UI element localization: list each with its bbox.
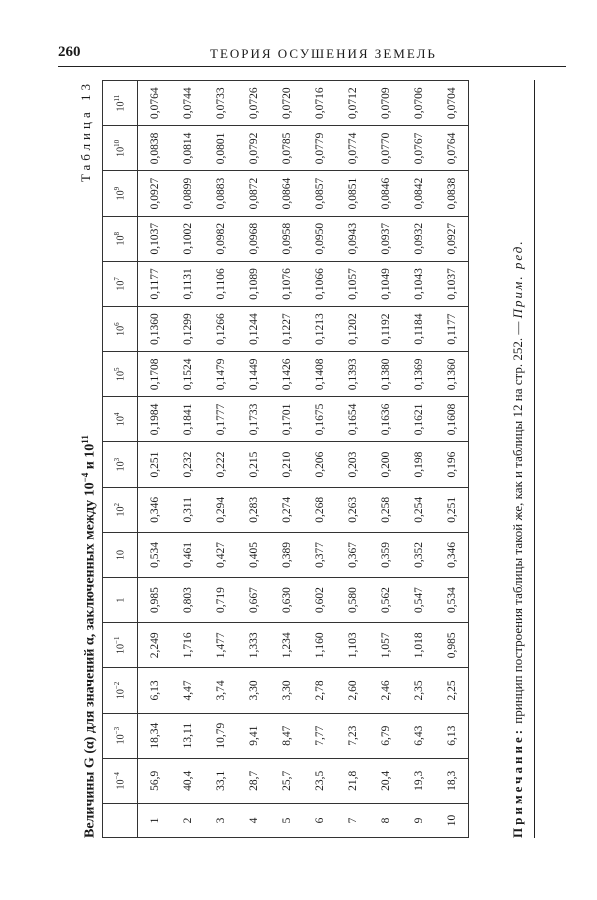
rotated-table-area [70, 74, 570, 844]
column-header [103, 758, 138, 803]
column-header-exponent: −2 [113, 681, 122, 690]
table-cell: 0,0716 [303, 81, 336, 126]
table-cell: 0,0838 [435, 171, 469, 216]
table-cell: 0,1106 [204, 261, 237, 306]
table-cell: 0,1369 [402, 352, 435, 397]
table-row [435, 81, 469, 838]
table-cell: 0,0958 [270, 216, 303, 261]
table-cell: 0,1708 [138, 352, 172, 397]
row-index-cell: 3 [204, 803, 237, 837]
table-cell: 0,254 [402, 487, 435, 532]
table-label: Таблица 13 [78, 80, 93, 183]
table-cell: 0,274 [270, 487, 303, 532]
table-cell: 0,985 [435, 623, 469, 668]
table-cell: 0,0764 [138, 81, 172, 126]
table-cell: 0,0709 [369, 81, 402, 126]
table-cell: 0,1479 [204, 352, 237, 397]
table-cell: 0,0968 [237, 216, 270, 261]
table-cell: 0,0864 [270, 171, 303, 216]
caption-sup1: −4 [80, 472, 90, 483]
table-cell: 0,0950 [303, 216, 336, 261]
column-header-base: 1 [115, 597, 127, 603]
table-row [336, 81, 369, 838]
table-cell: 0,1213 [303, 306, 336, 351]
table-cell: 0,602 [303, 578, 336, 623]
table-cell: 0,0932 [402, 216, 435, 261]
table-cell: 13,11 [171, 713, 204, 758]
table-cell: 0,210 [270, 442, 303, 487]
table-row [369, 81, 402, 838]
table-cell: 0,1043 [402, 261, 435, 306]
column-header [103, 397, 138, 442]
column-header-exponent: 9 [113, 186, 122, 191]
table-cell: 0,0706 [402, 81, 435, 126]
table-cell: 0,0801 [204, 126, 237, 171]
table-cell: 0,198 [402, 442, 435, 487]
table-cell: 3,30 [237, 668, 270, 713]
column-header [103, 126, 138, 171]
column-header-exponent: 3 [113, 457, 122, 462]
table-cell: 0,1675 [303, 397, 336, 442]
table-cell: 0,0872 [237, 171, 270, 216]
table-cell: 0,0726 [237, 81, 270, 126]
column-header [103, 578, 138, 623]
table-cell: 0,1524 [171, 352, 204, 397]
table-cell: 0,1037 [435, 261, 469, 306]
column-header-exponent: 10 [113, 139, 122, 147]
table-cell: 0,206 [303, 442, 336, 487]
table-cell: 0,222 [204, 442, 237, 487]
row-index-cell: 1 [138, 803, 172, 837]
column-header [103, 713, 138, 758]
note-tail: Прим. ред. [510, 239, 525, 319]
table-caption [80, 435, 99, 838]
table-cell: 56,9 [138, 758, 172, 803]
table-cell: 0,427 [204, 532, 237, 577]
table-cell: 18,34 [138, 713, 172, 758]
table-cell: 23,5 [303, 758, 336, 803]
column-header-base: 10 [115, 461, 127, 472]
table-cell: 2,60 [336, 668, 369, 713]
table-cell: 7,77 [303, 713, 336, 758]
table-cell: 0,1192 [369, 306, 402, 351]
table-cell: 0,0838 [138, 126, 172, 171]
table-cell: 0,1202 [336, 306, 369, 351]
table-cell: 0,251 [435, 487, 469, 532]
table-cell: 0,1408 [303, 352, 336, 397]
table-cell: 0,251 [138, 442, 172, 487]
table-cell: 1,234 [270, 623, 303, 668]
column-header-exponent: 7 [113, 277, 122, 281]
table-cell: 0,667 [237, 578, 270, 623]
table-cell: 0,1057 [336, 261, 369, 306]
column-header [103, 623, 138, 668]
table-cell: 0,1066 [303, 261, 336, 306]
column-header [103, 261, 138, 306]
table-cell: 0,0704 [435, 81, 469, 126]
column-header [103, 487, 138, 532]
table-cell: 0,0767 [402, 126, 435, 171]
row-index-cell: 5 [270, 803, 303, 837]
table-cell: 7,23 [336, 713, 369, 758]
table-row [138, 81, 172, 838]
column-header [103, 803, 138, 837]
table-cell: 0,359 [369, 532, 402, 577]
table-cell: 0,1608 [435, 397, 469, 442]
table-cell: 2,78 [303, 668, 336, 713]
caption-prefix: Величины G (α) для значений α, заключенных между 10 [82, 482, 98, 838]
table-cell: 0,0846 [369, 171, 402, 216]
table-cell: 0,1426 [270, 352, 303, 397]
column-header-base: 10 [115, 371, 127, 381]
table-cell: 0,1002 [171, 216, 204, 261]
table-cell: 0,367 [336, 532, 369, 577]
column-header-exponent: −3 [113, 726, 122, 735]
note-body: принцип построения таблицы такой же, как и таблицы 12 на стр. 252. — [510, 318, 525, 727]
row-index-cell: 4 [237, 803, 270, 837]
table-cell: 0,1380 [369, 352, 402, 397]
table-cell: 0,263 [336, 487, 369, 532]
table-cell: 6,43 [402, 713, 435, 758]
table-cell: 0,1733 [237, 397, 270, 442]
header-rule [58, 66, 566, 67]
table-cell: 0,719 [204, 578, 237, 623]
table-cell: 0,1984 [138, 397, 172, 442]
table-cell: 0,1177 [138, 261, 172, 306]
table-cell: 6,13 [138, 668, 172, 713]
table-row [171, 81, 204, 838]
column-header [103, 306, 138, 351]
column-header-base: 10 [115, 235, 127, 246]
table-cell: 0,630 [270, 578, 303, 623]
table-cell: 0,562 [369, 578, 402, 623]
column-header-base: 10 [115, 689, 127, 700]
table-cell: 0,580 [336, 578, 369, 623]
table-cell: 0,0842 [402, 171, 435, 216]
table-cell: 0,1701 [270, 397, 303, 442]
table-cell: 0,0857 [303, 171, 336, 216]
table-cell: 0,1089 [237, 261, 270, 306]
table-cell: 0,0883 [204, 171, 237, 216]
table-cell: 8,47 [270, 713, 303, 758]
column-header [103, 81, 138, 126]
table-header-row [103, 81, 138, 838]
table-cell: 0,0785 [270, 126, 303, 171]
table-cell: 0,1076 [270, 261, 303, 306]
column-header [103, 442, 138, 487]
table-cell: 0,200 [369, 442, 402, 487]
table-cell: 0,1244 [237, 306, 270, 351]
table-cell: 0,215 [237, 442, 270, 487]
table-cell: 0,1266 [204, 306, 237, 351]
table-cell: 3,74 [204, 668, 237, 713]
table-cell: 0,1360 [435, 352, 469, 397]
table-cell: 0,389 [270, 532, 303, 577]
table-cell: 25,7 [270, 758, 303, 803]
table-cell: 0,196 [435, 442, 469, 487]
column-header [103, 171, 138, 216]
note-lead: Примечание: [510, 726, 525, 838]
column-header [103, 352, 138, 397]
table-cell: 0,0899 [171, 171, 204, 216]
table-cell: 2,46 [369, 668, 402, 713]
table-cell: 0,0779 [303, 126, 336, 171]
table-cell: 0,1636 [369, 397, 402, 442]
column-header-base: 10 [115, 549, 127, 560]
row-index-cell: 8 [369, 803, 402, 837]
table-cell: 1,057 [369, 623, 402, 668]
table-cell: 0,1177 [435, 306, 469, 351]
table-row [270, 81, 303, 838]
table-cell: 0,1227 [270, 306, 303, 351]
table-cell: 0,0720 [270, 81, 303, 126]
table-cell: 0,0927 [435, 216, 469, 261]
table-cell: 0,405 [237, 532, 270, 577]
table-cell: 0,0943 [336, 216, 369, 261]
table-cell: 9,41 [237, 713, 270, 758]
row-index-cell: 2 [171, 803, 204, 837]
table-row [204, 81, 237, 838]
table-cell: 0,1131 [171, 261, 204, 306]
table-cell: 6,13 [435, 713, 469, 758]
table-cell: 2,35 [402, 668, 435, 713]
column-header-base: 10 [115, 734, 127, 745]
table-cell: 0,346 [138, 487, 172, 532]
bottom-rule [534, 80, 535, 838]
column-header-exponent: 11 [113, 94, 122, 102]
table-cell: 0,283 [237, 487, 270, 532]
row-index-cell: 10 [435, 803, 469, 837]
table-cell: 0,1037 [138, 216, 172, 261]
table-cell: 0,1654 [336, 397, 369, 442]
table-cell: 0,258 [369, 487, 402, 532]
table-cell: 1,333 [237, 623, 270, 668]
table-row [237, 81, 270, 838]
table-cell: 0,1621 [402, 397, 435, 442]
table-cell: 0,0744 [171, 81, 204, 126]
caption-middle: и 10 [82, 443, 98, 473]
column-header-base: 10 [115, 190, 127, 201]
table-cell: 0,534 [435, 578, 469, 623]
column-header-base: 10 [115, 325, 127, 336]
table-cell: 0,311 [171, 487, 204, 532]
table-cell: 0,1360 [138, 306, 172, 351]
column-header-exponent: 6 [113, 322, 122, 326]
table-cell: 0,1049 [369, 261, 402, 306]
table-cell: 0,203 [336, 442, 369, 487]
table-cell: 20,4 [369, 758, 402, 803]
column-header-base: 10 [115, 644, 127, 654]
table-cell: 0,0982 [204, 216, 237, 261]
table-cell: 0,0733 [204, 81, 237, 126]
rotated-content [70, 74, 570, 844]
page-number: 260 [58, 44, 81, 60]
column-header [103, 216, 138, 261]
table-cell: 0,0814 [171, 126, 204, 171]
table-cell: 0,352 [402, 532, 435, 577]
column-header-base: 10 [115, 101, 127, 112]
table-cell: 0,0927 [138, 171, 172, 216]
table-cell: 0,461 [171, 532, 204, 577]
table-cell: 0,0851 [336, 171, 369, 216]
table-note [510, 239, 526, 838]
column-header-exponent: 2 [113, 503, 122, 507]
table-cell: 2,249 [138, 623, 172, 668]
table-cell: 0,346 [435, 532, 469, 577]
table-cell: 19,3 [402, 758, 435, 803]
table-cell: 0,0764 [435, 126, 469, 171]
table-cell: 1,160 [303, 623, 336, 668]
table-cell: 6,79 [369, 713, 402, 758]
table-cell: 0,0770 [369, 126, 402, 171]
table-cell: 1,103 [336, 623, 369, 668]
column-header-base: 10 [115, 416, 127, 427]
column-header-exponent: 5 [113, 367, 122, 371]
table-cell: 0,547 [402, 578, 435, 623]
table-cell: 4,47 [171, 668, 204, 713]
table-cell: 0,268 [303, 487, 336, 532]
column-header-exponent: 4 [113, 412, 122, 417]
table-cell: 0,534 [138, 532, 172, 577]
table-cell: 0,1841 [171, 397, 204, 442]
table-row [402, 81, 435, 838]
table-cell: 0,1393 [336, 352, 369, 397]
table-cell: 10,79 [204, 713, 237, 758]
table-cell: 0,0792 [237, 126, 270, 171]
row-index-cell: 6 [303, 803, 336, 837]
table-cell: 28,7 [237, 758, 270, 803]
table-cell: 2,25 [435, 668, 469, 713]
table-cell: 0,1777 [204, 397, 237, 442]
table-row [303, 81, 336, 838]
column-header-base: 10 [115, 779, 127, 790]
table-cell: 0,803 [171, 578, 204, 623]
table-cell: 1,477 [204, 623, 237, 668]
column-header-exponent: 8 [113, 231, 122, 236]
row-index-cell: 7 [336, 803, 369, 837]
running-head: ТЕОРИЯ ОСУШЕНИЯ ЗЕМЕЛЬ [210, 46, 437, 61]
table-cell: 33,1 [204, 758, 237, 803]
table-cell: 0,232 [171, 442, 204, 487]
table-cell: 0,377 [303, 532, 336, 577]
table-cell: 0,1449 [237, 352, 270, 397]
table-cell: 0,985 [138, 578, 172, 623]
column-header-base: 10 [115, 146, 127, 157]
table-cell: 18,3 [435, 758, 469, 803]
column-header [103, 532, 138, 577]
column-header-base: 10 [115, 280, 127, 291]
row-index-cell: 9 [402, 803, 435, 837]
column-header-base: 10 [115, 506, 127, 517]
column-header-exponent: −4 [113, 772, 122, 780]
table-cell: 21,8 [336, 758, 369, 803]
column-header [103, 668, 138, 713]
table-cell: 0,1299 [171, 306, 204, 351]
table-cell: 1,018 [402, 623, 435, 668]
table-cell: 40,4 [171, 758, 204, 803]
table-cell: 1,716 [171, 623, 204, 668]
table-cell: 3,30 [270, 668, 303, 713]
table-cell: 0,1184 [402, 306, 435, 351]
table-cell: 0,0712 [336, 81, 369, 126]
g-alpha-table [102, 80, 469, 838]
table-cell: 0,0937 [369, 216, 402, 261]
column-header-exponent: −1 [113, 636, 122, 644]
table-cell: 0,294 [204, 487, 237, 532]
caption-sup2: 11 [80, 435, 90, 444]
table-cell: 0,0774 [336, 126, 369, 171]
